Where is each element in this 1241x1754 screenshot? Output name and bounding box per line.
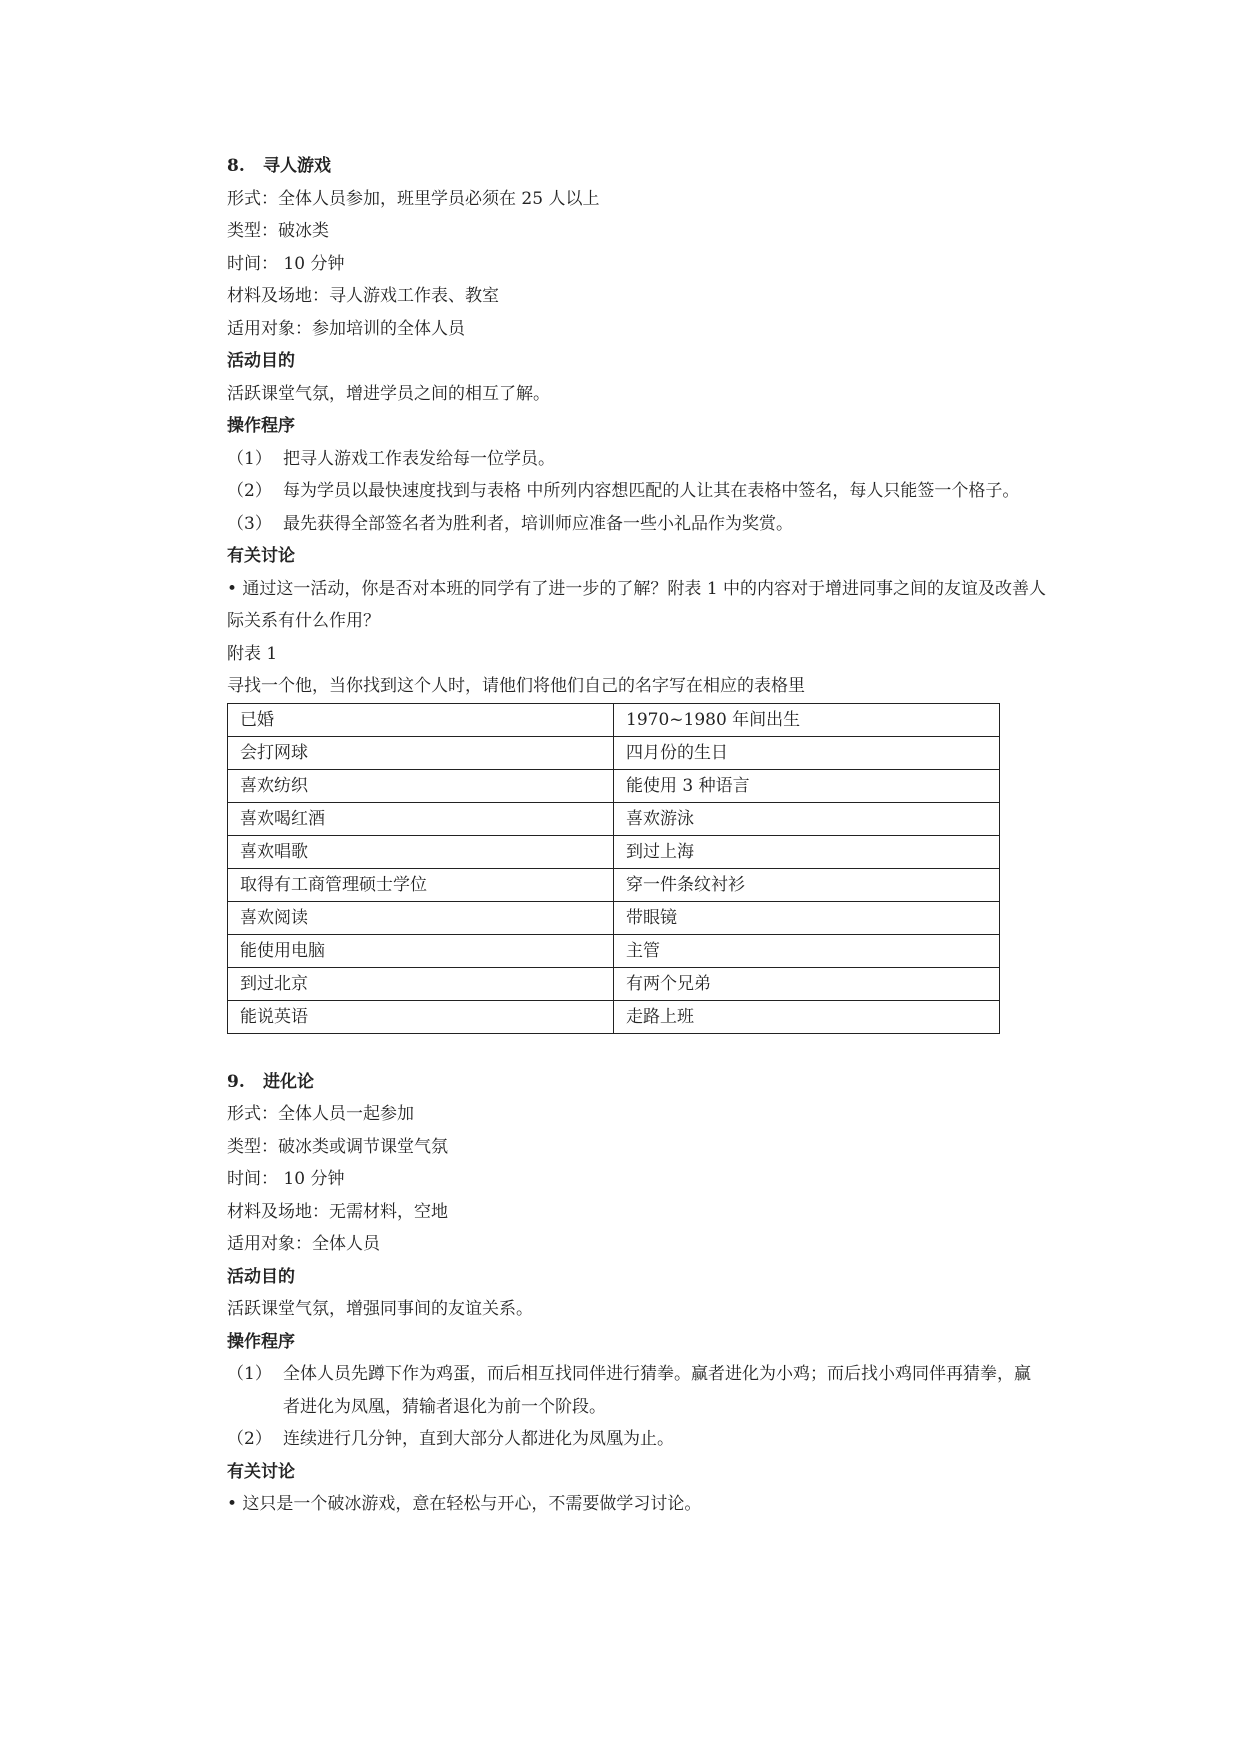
step-text: 全体人员先蹲下作为鸡蛋，而后相互找同伴进行猜拳。赢者进化为小鸡；而后找小鸡同伴再猜拳，赢者进化为凤凰，猜输者退化为前一个阶段。 [283, 1364, 1031, 1417]
table-cell: 取得有工商管理硕士学位 [228, 868, 614, 901]
document-page [227, 150, 1047, 1521]
step-index: （2） [227, 1429, 272, 1449]
section-9-step [227, 1358, 1047, 1423]
table-cell: 穿一件条纹衬衫 [614, 868, 1000, 901]
section-8-purpose: 活跃课堂气氛，增进学员之间的相互了解。 [227, 383, 550, 404]
section-9-title [227, 1066, 1047, 1099]
section-9-purpose: 活跃课堂气氛，增强同事间的友谊关系。 [227, 1299, 533, 1319]
table-row [228, 835, 1000, 868]
step-text: 连续进行几分钟，直到大部分人都进化为凤凰为止。 [283, 1429, 674, 1449]
step-text: 每为学员以最快速度找到与表格 中所列内容想匹配的人让其在表格中签名，每人只能签一个格子。 [283, 481, 1020, 501]
table-cell: 喜欢纺织 [228, 769, 614, 802]
table-cell: 能使用 3 种语言 [614, 769, 1000, 802]
table-row [228, 934, 1000, 967]
table-cell: 能使用电脑 [228, 934, 614, 967]
table-cell: 到过上海 [614, 835, 1000, 868]
section-8-number: 8. [227, 156, 245, 176]
step-index: （1） [227, 448, 272, 469]
step-index: （1） [227, 1364, 272, 1384]
section-8-type: 类型：破冰类 [227, 221, 329, 241]
section-8-materials: 材料及场地：寻人游戏工作表、教室 [227, 286, 499, 306]
table-cell: 主管 [614, 934, 1000, 967]
table-row [228, 868, 1000, 901]
table-row [228, 769, 1000, 802]
table-cell: 喜欢阅读 [228, 901, 614, 934]
table-row [228, 703, 1000, 736]
step-index: （3） [227, 513, 272, 534]
table-cell: 走路上班 [614, 1000, 1000, 1033]
section-8-step [227, 508, 1047, 541]
table-row [228, 736, 1000, 769]
section-8-discussion: • 通过这一活动，你是否对本班的同学有了进一步的了解？附表 1 中的内容对于增进同事之间的友谊及改善人际关系有什么作用？ [227, 578, 1047, 631]
section-9-title-text: 进化论 [263, 1071, 314, 1092]
table-row [228, 1000, 1000, 1033]
table-cell: 1970~1980 年间出生 [614, 703, 1000, 736]
table-row [228, 967, 1000, 1000]
section-9-discussion-heading: 有关讨论 [227, 1461, 295, 1482]
section-8-discussion-heading: 有关讨论 [227, 546, 295, 566]
appendix-table [227, 703, 1000, 1034]
table-cell: 能说英语 [228, 1000, 614, 1033]
section-8-time: 时间： 10 分钟 [227, 253, 345, 274]
section-9-audience: 适用对象：全体人员 [227, 1234, 380, 1254]
table-cell: 带眼镜 [614, 901, 1000, 934]
appendix-caption: 寻找一个他，当你找到这个人时，请他们将他们自己的名字写在相应的表格里 [227, 676, 805, 696]
table-cell: 到过北京 [228, 967, 614, 1000]
section-8-procedure-heading: 操作程序 [227, 416, 295, 436]
section-8-step [227, 475, 1047, 508]
section-9-purpose-heading: 活动目的 [227, 1266, 295, 1287]
section-9-step [227, 1423, 1047, 1456]
section-8-step [227, 443, 1047, 476]
table-cell: 已婚 [228, 703, 614, 736]
section-9-time: 时间： 10 分钟 [227, 1169, 345, 1189]
table-row [228, 901, 1000, 934]
step-text: 最先获得全部签名者为胜利者，培训师应准备一些小礼品作为奖赏。 [283, 513, 793, 534]
table-cell: 喜欢游泳 [614, 802, 1000, 835]
section-8-title [227, 150, 1047, 183]
section-9-procedure-heading: 操作程序 [227, 1331, 295, 1352]
table-cell: 四月份的生日 [614, 736, 1000, 769]
table-cell: 喜欢唱歌 [228, 835, 614, 868]
section-8-purpose-heading: 活动目的 [227, 351, 295, 371]
table-cell: 会打网球 [228, 736, 614, 769]
section-9-number: 9. [227, 1071, 245, 1092]
appendix-table-body [228, 703, 1000, 1033]
appendix-label: 附表 1 [227, 643, 278, 664]
section-9-form: 形式：全体人员一起参加 [227, 1104, 414, 1124]
step-text: 把寻人游戏工作表发给每一位学员。 [283, 448, 555, 469]
section-8-title-text: 寻人游戏 [263, 156, 331, 176]
step-index: （2） [227, 481, 272, 501]
section-8-audience: 适用对象：参加培训的全体人员 [227, 318, 465, 339]
section-8-form: 形式：全体人员参加，班里学员必须在 25 人以上 [227, 188, 600, 209]
table-row [228, 802, 1000, 835]
section-9-type: 类型：破冰类或调节课堂气氛 [227, 1136, 448, 1157]
section-9-discussion: • 这只是一个破冰游戏，意在轻松与开心，不需要做学习讨论。 [227, 1494, 702, 1514]
table-cell: 喜欢喝红酒 [228, 802, 614, 835]
section-9-materials: 材料及场地：无需材料，空地 [227, 1201, 448, 1222]
table-cell: 有两个兄弟 [614, 967, 1000, 1000]
